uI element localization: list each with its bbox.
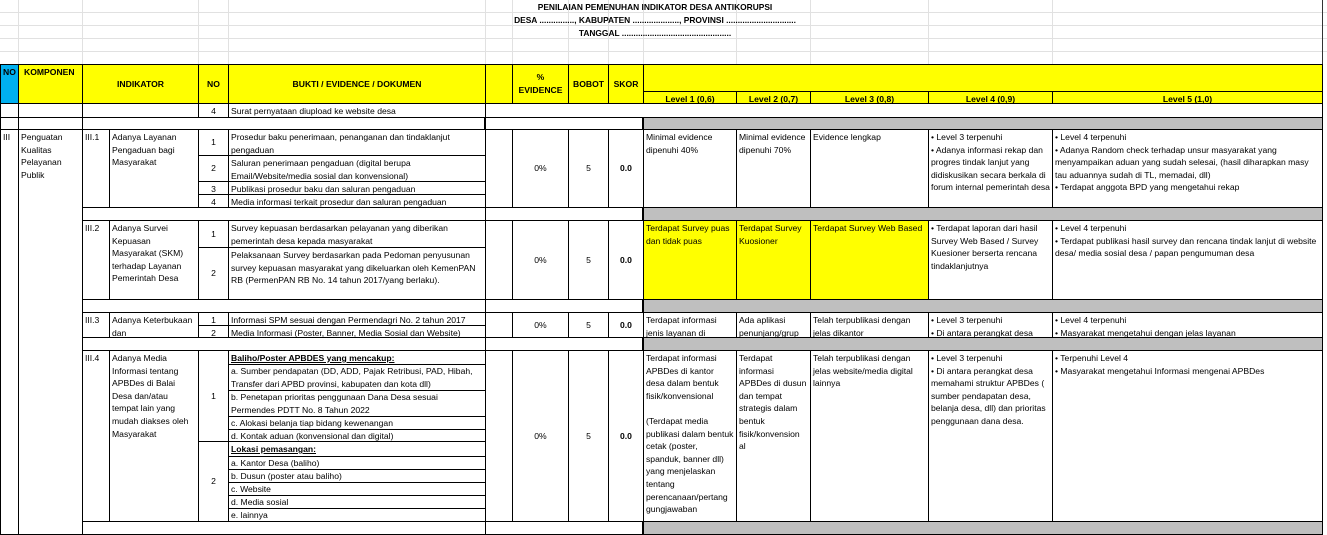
cell [485,337,643,351]
level-1-criteria: Minimal evidence dipenuhi 40% [643,129,737,208]
bobot: 5 [568,312,609,338]
col-header-indikator: INDIKATOR [82,64,199,104]
evidence-text: Survey kepuasan berdasarkan pelayanan yang diberikan pemerintah desa kepada masyarakat [228,220,486,248]
komponen-name: Penguatan Kualitas Pelayanan Publik [18,129,83,535]
col-header-level-3: Level 3 (0,8) [810,91,929,104]
level-5-criteria: • Level 4 terpenuhi • Terdapat publikasi hasil survey dan rencana tindak lanjut di website desa/ media sosial desa / papan pengumuman desa [1052,220,1323,300]
cell [82,337,486,351]
cell [485,207,643,221]
col-header-pct-evidence: % EVIDENCE [512,64,569,104]
col-header-levels-band [643,64,1323,92]
col-header-level-5: Level 5 (1,0) [1052,91,1323,104]
evidence-no: 2 [198,155,229,182]
level-3-criteria: Telah terpublikasi dengan jelas dikantor [810,312,929,338]
level-2-criteria: Terdapat Survey Kuosioner [736,220,811,300]
cell [82,103,199,118]
col-header-blank [485,64,513,104]
evidence-text: Media informasi terkait prosedur dan saluran pengaduan [228,194,486,208]
evidence-subitem: d. Media sosial [229,495,485,508]
col-header-no-bukti: NO [198,64,229,104]
bobot: 5 [568,350,609,522]
cell [485,312,513,338]
cell [0,103,19,118]
level-4-criteria: • Level 3 terpenuhi • Di antara perangkat desa [928,312,1053,338]
evidence-no: 2 [198,247,229,300]
cell [18,103,83,118]
level-2-criteria: Terdapat informasi APBDes di dusun dan tempat strategis dalam bentuk fisik/konvension al [736,350,811,522]
skor: 0.0 [608,129,644,208]
col-header-level-4: Level 4 (0,9) [928,91,1053,104]
location-line: DESA ..............., KABUPATEN ...................., PROVINSI .............................. [514,15,796,25]
cell [485,220,513,300]
evidence-subitem: c. Alokasi belanja tiap bidang kewenangan [229,416,485,429]
cell [82,207,486,221]
cell [485,299,643,313]
evidence-text: Saluran penerimaan pengaduan (digital berupa Email/Website/media sosial dan konvensional) [228,155,486,182]
evidence-no: 1 [198,312,229,326]
row-top-no: 4 [198,103,229,118]
indicator-name: Adanya Keterbukaan dan [109,312,199,338]
bobot: 5 [568,220,609,300]
level-4-criteria: • Terdapat laporan dari hasil Survey Web Based / Survey Kuesioner berserta rencana tindaklanjutnya [928,220,1053,300]
level-4-criteria: • Level 3 terpenuhi • Adanya informasi rekap dan progres tindak lanjut yang didiskusikan secara berkala di forum internal pemerintah desa [928,129,1053,208]
evidence-no: 1 [198,220,229,248]
indicator-name: Adanya Layanan Pengaduan bagi Masyarakat [109,129,199,208]
level-2-criteria: Ada aplikasi penunjang/grup [736,312,811,338]
separator-band [643,207,1323,221]
evidence-subitem: a. Kantor Desa (baliho) [229,456,485,469]
col-header-level-2: Level 2 (0,7) [736,91,811,104]
evidence-no: 1 [198,129,229,156]
evidence-group-2 [228,441,486,522]
pct-evidence: 0% [512,312,569,338]
pct-evidence: 0% [512,220,569,300]
evidence-text: Publikasi prosedur baku dan saluran pengaduan [228,181,486,195]
evidence-group-title: Lokasi pemasangan: [231,444,317,454]
evidence-subitem: b. Dusun (poster atau baliho) [229,469,485,482]
evidence-no: 2 [198,325,229,338]
level-5-criteria: • Terpenuhi Level 4 • Masyarakat mengetahui Informasi mengenai APBDes [1052,350,1323,522]
separator-band [643,299,1323,313]
col-header-bobot: BOBOT [568,64,609,104]
separator-band [643,337,1323,351]
level-1-criteria: Terdapat informasi APBDes di kantor desa dalam bentuk fisik/konvensional (Terdapat media publikasi dalam bentuk cetak (poster, spanduk, banner dll) yang menjelaskan tentang perencanaan/pertang gungjawaban [643,350,737,522]
cell [485,350,513,522]
evidence-text: Prosedur baku penerimaan, penanganan dan tindaklanjut pengaduan [228,129,486,156]
indicator-code: III.1 [82,129,110,208]
evidence-subitem: b. Penetapan prioritas penggunaan Dana Desa sesuai Permendes PDTT No. 8 Tahun 2022 [229,390,485,416]
skor: 0.0 [608,220,644,300]
col-header-skor: SKOR [608,64,644,104]
evidence-subitem: d. Kontak aduan (konvensional dan digital) [229,429,485,442]
evidence-no: 4 [198,194,229,208]
evidence-text: Informasi SPM sesuai dengan Permendagri No. 2 tahun 2017 [228,312,486,326]
level-5-criteria: • Level 4 terpenuhi • Adanya Random check terhadap unsur masyarakat yang menyampaikan aduan yang sudah selesai, (hasil diharapkan masy tau aduannya sudah di TL, memadai, dll) • Terdapat anggota BPD yang mengetahui rekap [1052,129,1323,208]
evidence-group-title: Baliho/Poster APBDES yang mencakup: [231,353,395,363]
col-header-komponen: KOMPONEN [18,64,83,104]
cell [82,521,486,535]
separator-band [643,521,1323,535]
indicator-code: III.3 [82,312,110,338]
evidence-subitem: a. Sumber pendapatan (DD, ADD, Pajak Retribusi, PAD, Hibah, Transfer dari APBD provinsi, kabupaten dan kota dll) [229,364,485,390]
col-header-bukti: BUKTI / EVIDENCE / DOKUMEN [228,64,486,104]
level-2-criteria: Minimal evidence dipenuhi 70% [736,129,811,208]
evidence-no: 2 [198,441,229,522]
evidence-subitem: e. lainnya [229,508,485,521]
evidence-no: 3 [198,181,229,195]
level-5-criteria: • Level 4 terpenuhi • Masyarakat mengetahui dengan jelas layanan [1052,312,1323,338]
level-3-criteria: Evidence lengkap [810,129,929,208]
indicator-code: III.2 [82,220,110,300]
evidence-subitem: c. Website [229,482,485,495]
indicator-name: Adanya Media Informasi tentang APBDes di Balai Desa dan/atau tempat lain yang mudah diakses oleh Masyarakat [109,350,199,522]
evidence-group-1 [228,350,486,442]
row-top-bukti: Surat pernyataan diupload ke website desa [228,103,486,118]
level-1-criteria: Terdapat informasi jenis layanan di [643,312,737,338]
level-1-criteria: Terdapat Survey puas dan tidak puas [643,220,737,300]
level-3-criteria: Terdapat Survey Web Based [810,220,929,300]
evidence-no: 1 [198,350,229,442]
evidence-text: Media Informasi (Poster, Banner, Media Sosial dan Website) [228,325,486,338]
cell [485,103,1323,118]
evidence-text: Pelaksanaan Survey berdasarkan pada Pedoman penyusunan survey kepuasan masyarakat yang dikeluarkan oleh KemenPAN RB (PermenPAN RB No. 14 tahun 2017/yang berlaku). [228,247,486,300]
pct-evidence: 0% [512,129,569,208]
indicator-code: III.4 [82,350,110,522]
bobot: 5 [568,129,609,208]
col-header-no: NO [0,64,19,104]
skor: 0.0 [608,312,644,338]
level-3-criteria: Telah terpublikasi dengan jelas website/media digital lainnya [810,350,929,522]
komponen-no: III [0,129,19,535]
pct-evidence: 0% [512,350,569,522]
indicator-name: Adanya Survei Kepuasan Masyarakat (SKM) terhadap Layanan Pemerintah Desa [109,220,199,300]
skor: 0.0 [608,350,644,522]
date-line: TANGGAL ............................................... [578,28,732,38]
cell [485,129,513,208]
level-4-criteria: • Level 3 terpenuhi • Di antara perangkat desa memahami struktur APBDes ( sumber pendapatan desa, belanja desa, dll) dan prioritas penggunaan dana desa. [928,350,1053,522]
report-title: PENILAIAN PEMENUHAN INDIKATOR DESA ANTIKORUPSI [537,2,773,12]
cell [82,299,486,313]
col-header-level-1: Level 1 (0,6) [643,91,737,104]
cell [485,521,643,535]
